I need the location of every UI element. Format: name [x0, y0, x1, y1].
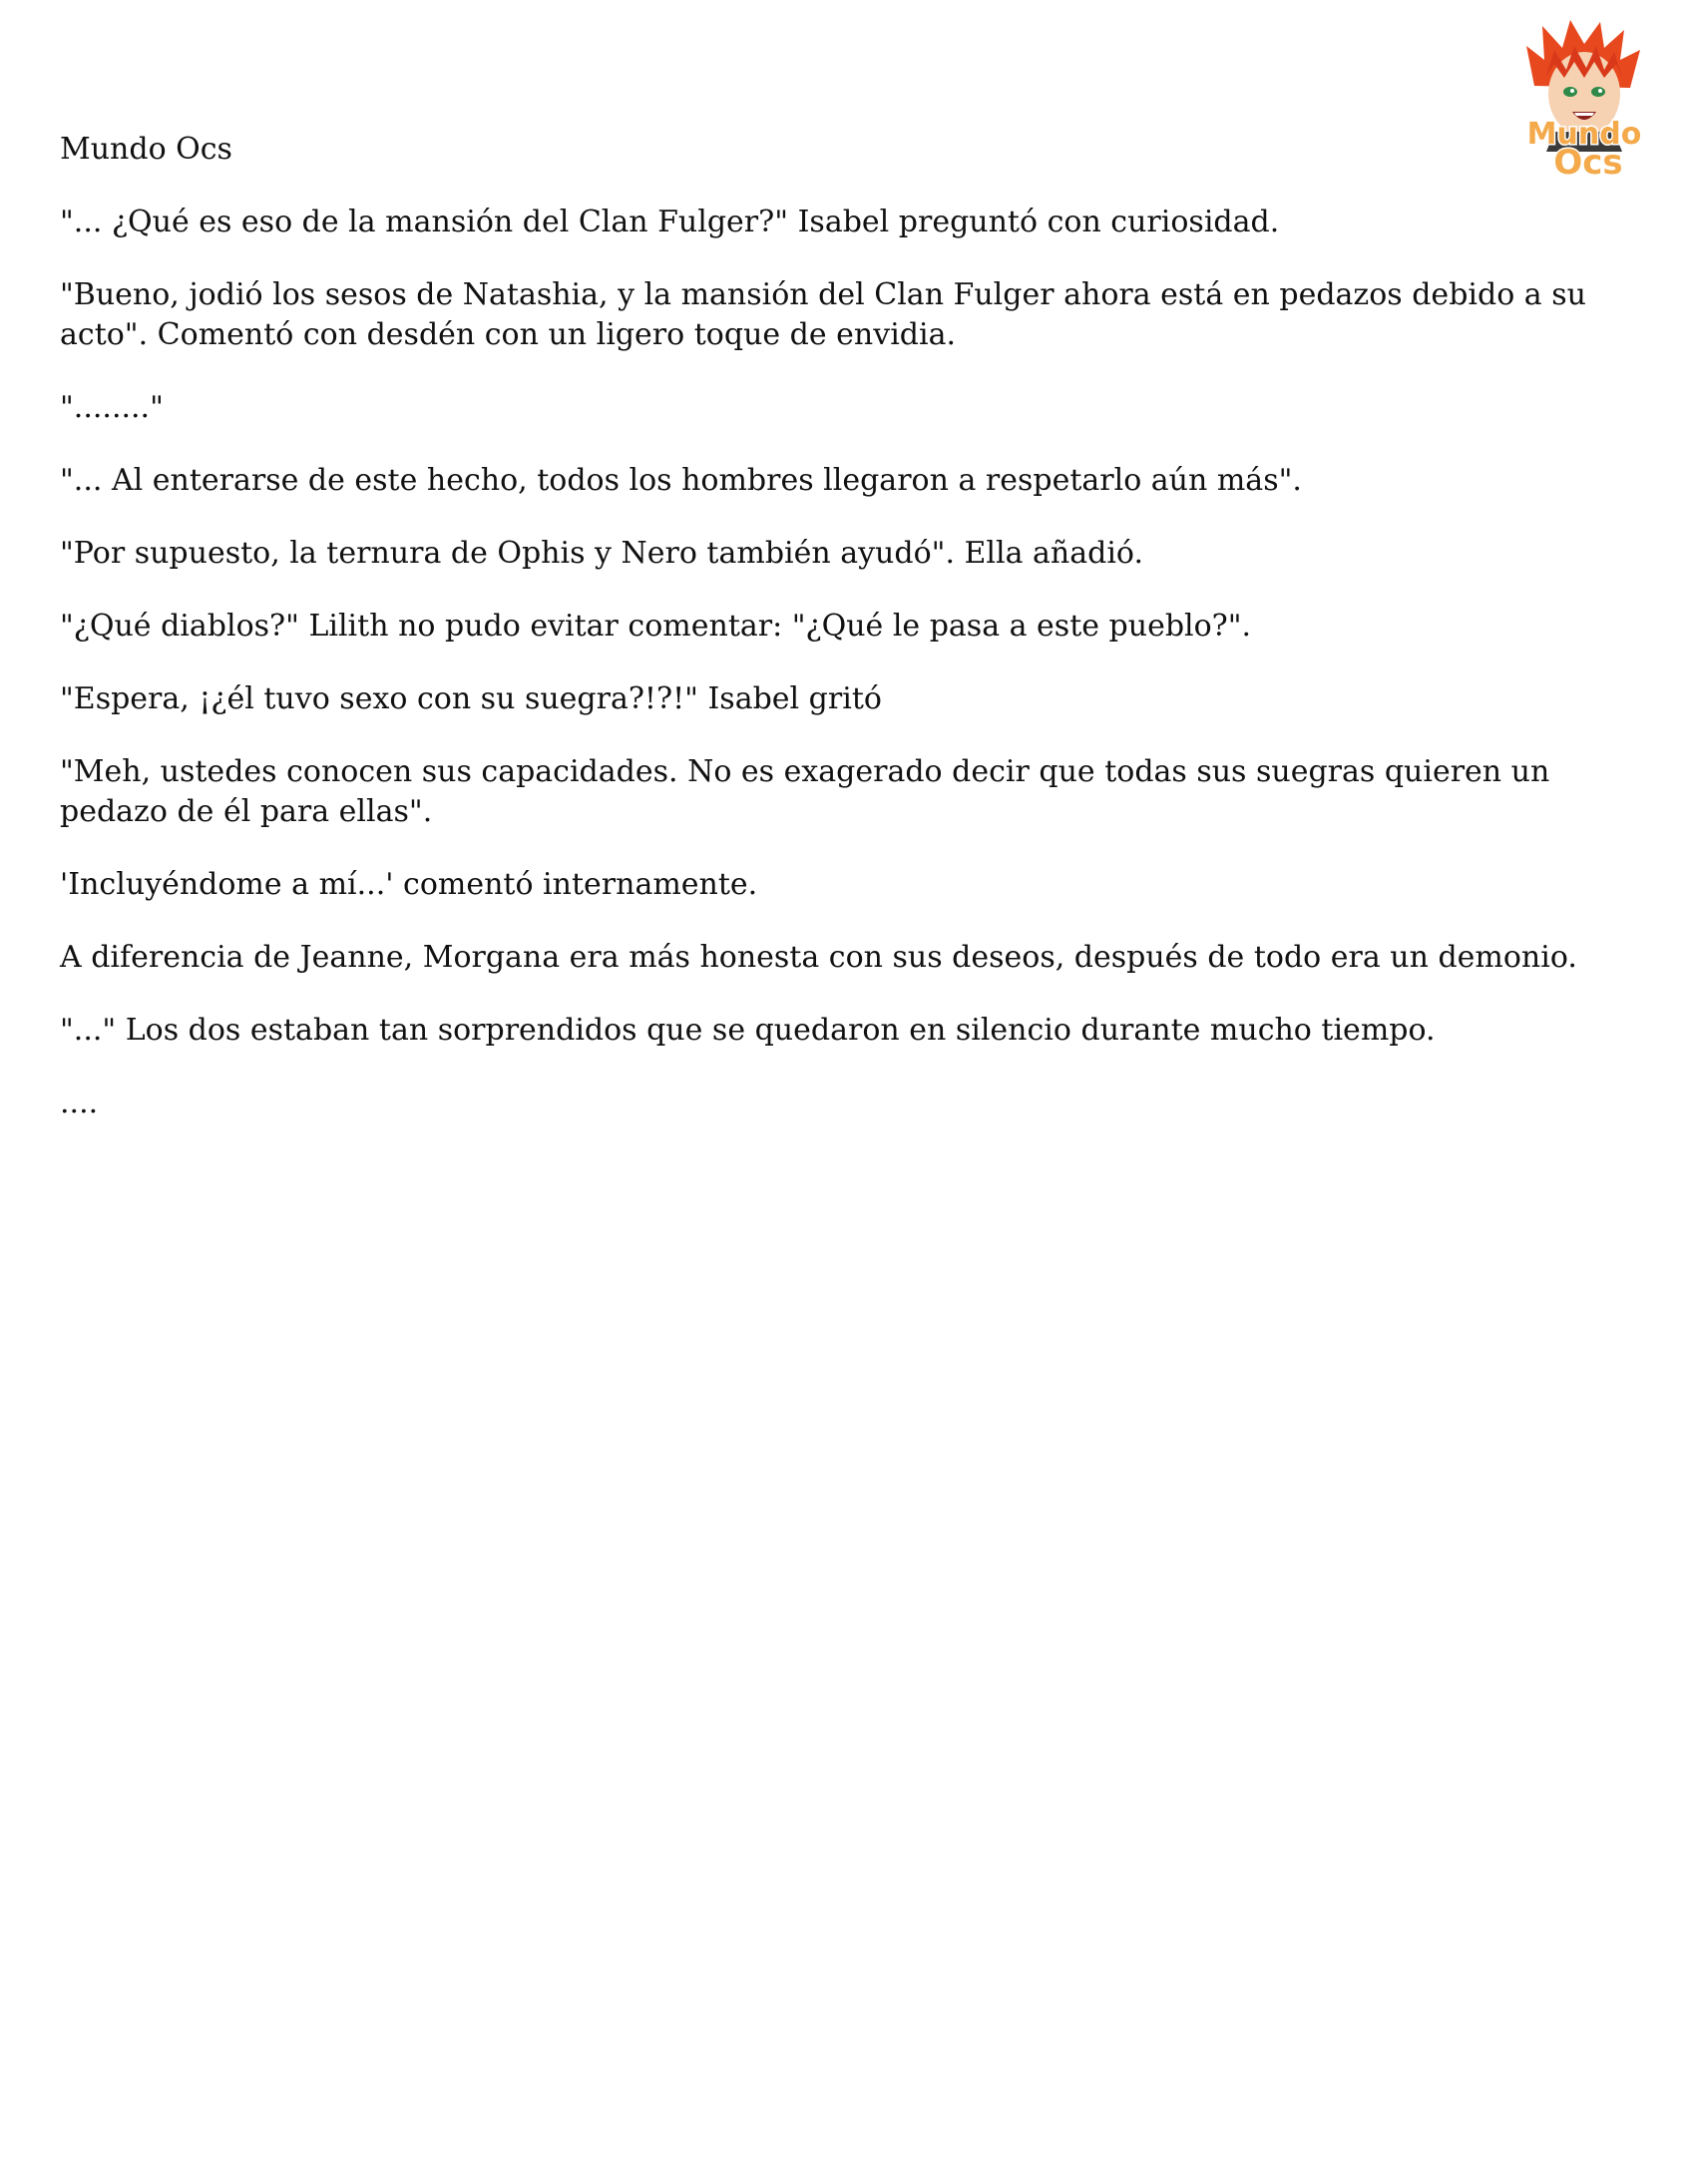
logo-word-mundo: Mundo	[1526, 117, 1642, 152]
paragraph: 'Incluyéndome a mí...' comentó internamente.	[60, 867, 758, 902]
paragraph: "Bueno, jodió los sesos de Natashia, y la mansión del Clan Fulger ahora está en pedazos debido a su acto". Comentó con desdén con un ligero toque de envidia.	[60, 277, 1586, 352]
paragraph: "... Al enterarse de este hecho, todos los hombres llegaron a respetarlo aún más".	[60, 463, 1302, 498]
paragraph: "Meh, ustedes conocen sus capacidades. No es exagerado decir que todas sus suegras quieren un pedazo de él para ellas".	[60, 754, 1550, 829]
logo-word-ocs: Ocs	[1553, 143, 1623, 180]
paragraph: "Espera, ¡¿él tuvo sexo con su suegra?!?!" Isabel gritó	[60, 681, 882, 716]
paragraph: "Por supuesto, la ternura de Ophis y Nero también ayudó". Ella añadió.	[60, 536, 1143, 571]
paragraph: A diferencia de Jeanne, Morgana era más honesta con sus deseos, después de todo era un demonio.	[60, 940, 1577, 975]
paragraph: "... ¿Qué es eso de la mansión del Clan Fulger?" Isabel preguntó con curiosidad.	[60, 205, 1280, 239]
paragraph: "........"	[60, 390, 164, 425]
paragraph: ....	[60, 1086, 99, 1120]
document-header: Mundo Ocs	[60, 132, 232, 167]
paragraph: "¿Qué diablos?" Lilith no pudo evitar comentar: "¿Qué le pasa a este pueblo?".	[60, 609, 1252, 644]
document-body	[60, 130, 1616, 1156]
paragraph: "..." Los dos estaban tan sorprendidos que se quedaron en silencio durante mucho tiempo.	[60, 1013, 1436, 1048]
